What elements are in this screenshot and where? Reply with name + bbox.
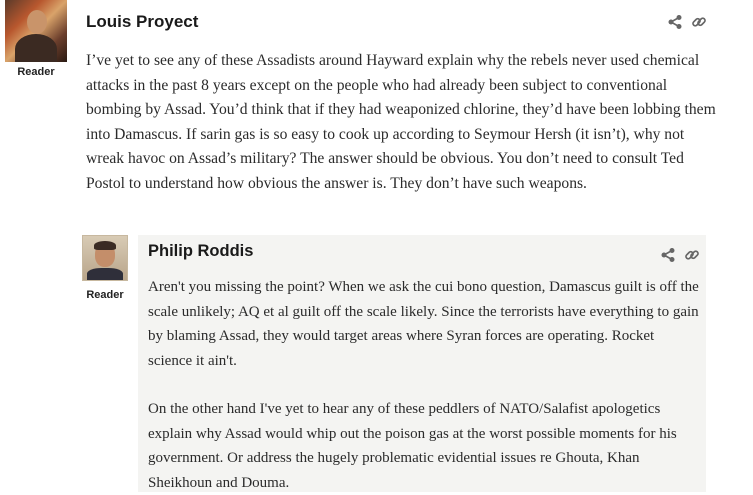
avatar[interactable] <box>82 235 128 281</box>
comment-paragraph: Aren't you missing the point? When we ask the cui bono question, Damascus guilt is off the scale unlikely; AQ et al guilt off the scale likely. Since the terrorists have everything to gain by blaming Assad, they would target areas where Syran forces are operating. Rocket science it ain't. <box>148 279 699 369</box>
comment-philip-roddis <box>76 235 706 492</box>
comment-paragraph: I’ve yet to see any of these Assadists around Hayward explain why the rebels never used chemical attacks in the past 8 years except on the people who had already been subject to conventional bombing by Assad. You’d think that if they had weaponized chlorine, they’d have been lobbing them into Damascus. If sarin gas is so easy to cook up according to Seymour Hersh (it isn’t), why not wreak havoc on Assad’s military? The answer should be obvious. You don’t need to consult Ted Postol to understand how obvious the answer is. They don’t have such weapons. <box>86 52 716 192</box>
author-column <box>0 0 72 78</box>
comment-actions <box>660 247 700 263</box>
link-icon[interactable] <box>684 247 700 263</box>
avatar-shirt <box>87 268 123 281</box>
avatar-body <box>15 34 57 62</box>
avatar-face <box>27 10 47 34</box>
author-column <box>76 235 134 301</box>
comment-paragraph: On the other hand I've yet to hear any of these peddlers of NATO/Salafist apologetics explain why Assad would whip out the poison gas at the worst possible moments for his government. Or address the hugely problematic evidential issues re Ghouta, Khan Sheikhoun and Douma. <box>148 401 677 491</box>
author-name[interactable]: Philip Roddis <box>148 242 254 260</box>
author-name[interactable]: Louis Proyect <box>86 12 199 31</box>
comment-body <box>86 49 726 196</box>
comment-body <box>148 275 700 495</box>
share-icon[interactable] <box>667 14 683 30</box>
avatar[interactable] <box>5 0 67 62</box>
author-role: Reader <box>86 289 124 301</box>
avatar-hair <box>94 241 116 250</box>
author-role: Reader <box>17 66 55 78</box>
comment-actions <box>667 14 707 30</box>
share-icon[interactable] <box>660 247 676 263</box>
link-icon[interactable] <box>691 14 707 30</box>
